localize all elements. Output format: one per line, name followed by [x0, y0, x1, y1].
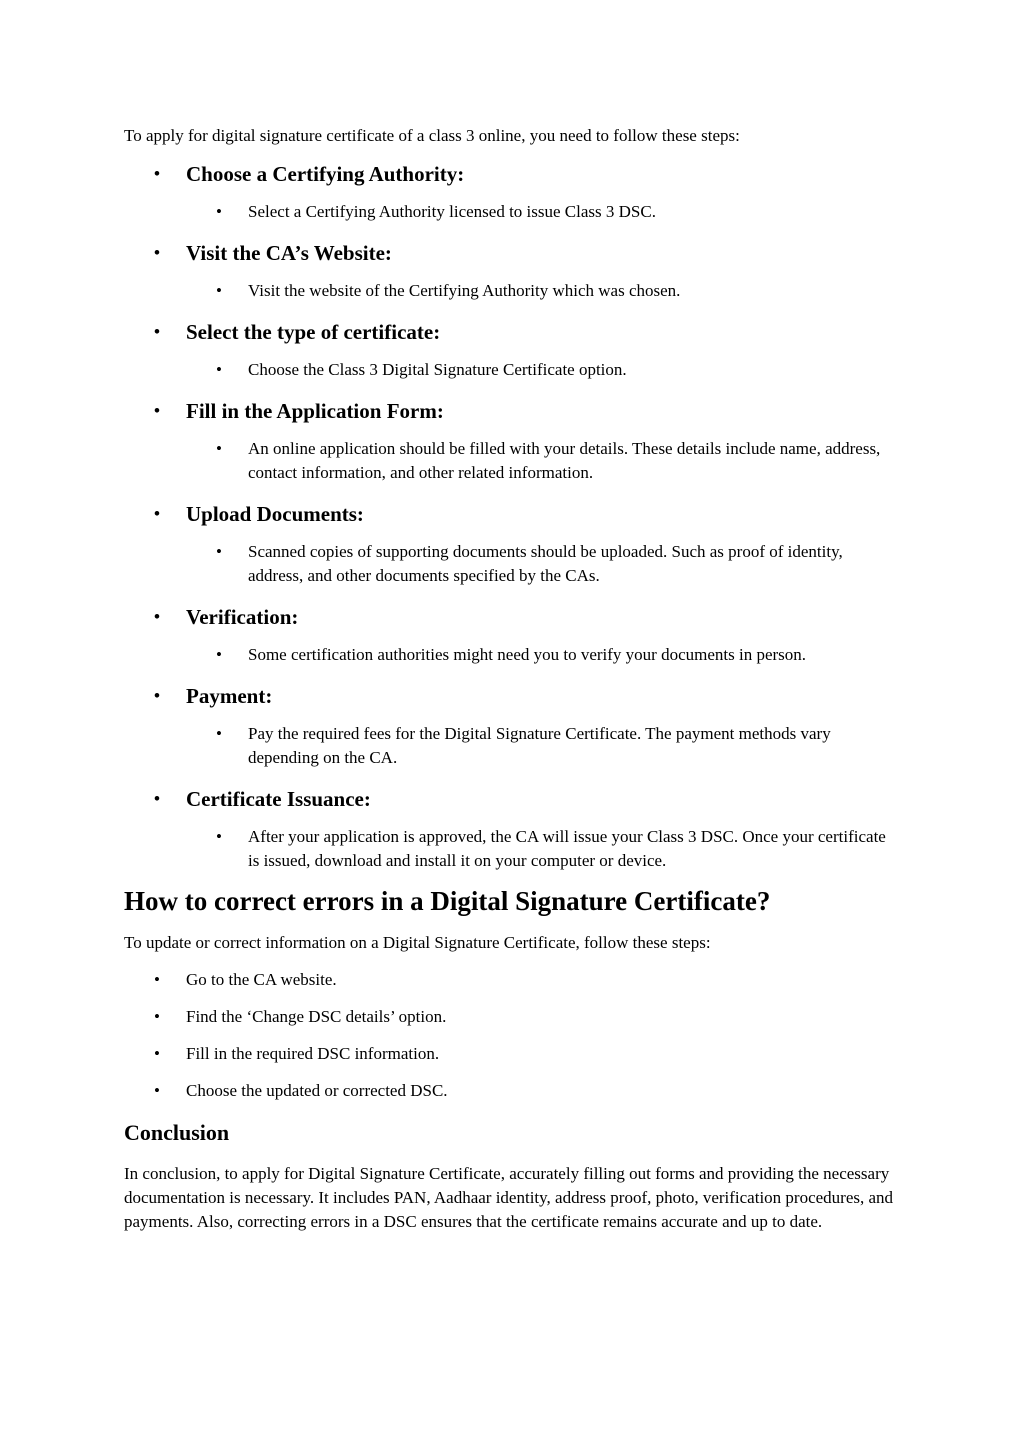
step-title-text: Fill in the Application Form: [186, 399, 444, 423]
step-title [124, 682, 904, 710]
list-item [124, 1079, 904, 1116]
step-description-text: Pay the required fees for the Digital Signature Certificate. The payment methods vary depending on the CA. [248, 724, 831, 767]
list-item-text: Fill in the required DSC information. [186, 1044, 440, 1063]
step-title-text: Certificate Issuance: [186, 787, 371, 811]
step-title [124, 239, 904, 267]
correct-errors-intro: To update or correct information on a Digital Signature Certificate, follow these steps: [124, 933, 711, 952]
step-title [124, 500, 904, 528]
step-description [124, 722, 888, 770]
bullet-icon: • [216, 281, 222, 300]
list-item [124, 1042, 904, 1079]
step-title [124, 318, 904, 346]
step-title-text: Select the type of certificate: [186, 320, 441, 344]
list-item-text: Go to the CA website. [186, 970, 337, 989]
step-description [124, 825, 888, 873]
application-steps-list [124, 160, 904, 873]
step-title-text: Verification: [186, 605, 299, 629]
correct-errors-heading: How to correct errors in a Digital Signature Certificate? [124, 886, 771, 916]
intro-paragraph: To apply for digital signature certificate of a class 3 online, you need to follow these steps: [124, 126, 740, 145]
bullet-icon: • [216, 439, 222, 458]
bullet-icon: • [154, 164, 160, 183]
step-description [124, 437, 888, 485]
step-description [124, 279, 888, 303]
list-item [124, 968, 904, 1005]
step-description-text: Choose the Class 3 Digital Signature Certificate option. [248, 360, 627, 379]
step-description [124, 358, 888, 382]
bullet-icon: • [154, 401, 160, 420]
bullet-icon: • [154, 686, 160, 705]
step-item [124, 785, 904, 873]
bullet-icon: • [154, 322, 160, 341]
conclusion-paragraph: In conclusion, to apply for Digital Signature Certificate, accurately filling out forms and providing the necessary documentation is necessary. It includes PAN, Aadhaar identity, address proof, photo, verification procedures, and payments. Also, correcting errors in a DSC ensures that the certificate remains accurate and up to date. [124, 1164, 894, 1231]
step-item [124, 397, 904, 485]
step-title [124, 785, 904, 813]
step-description-text: Visit the website of the Certifying Authority which was chosen. [248, 281, 681, 300]
bullet-icon: • [154, 243, 160, 262]
step-item [124, 160, 904, 224]
step-description-text: Select a Certifying Authority licensed to issue Class 3 DSC. [248, 202, 656, 221]
bullet-icon: • [216, 360, 222, 379]
step-title-text: Choose a Certifying Authority: [186, 162, 465, 186]
correct-errors-list [124, 968, 904, 1116]
step-item [124, 318, 904, 382]
bullet-icon: • [216, 542, 222, 561]
bullet-icon: • [216, 827, 222, 846]
step-description-text: Scanned copies of supporting documents should be uploaded. Such as proof of identity, address, and other documents specified by the CAs. [248, 542, 843, 585]
step-description-text: An online application should be filled with your details. These details include name, address, contact information, and other related information. [248, 439, 881, 482]
bullet-icon: • [216, 645, 222, 664]
bullet-icon: • [154, 504, 160, 523]
step-item [124, 603, 904, 667]
step-description-text: After your application is approved, the CA will issue your Class 3 DSC. Once your certificate is issued, download and install it on your computer or device. [248, 827, 886, 870]
step-description [124, 200, 888, 224]
step-description-text: Some certification authorities might need you to verify your documents in person. [248, 645, 807, 664]
list-item [124, 1005, 904, 1042]
step-title-text: Payment: [186, 684, 273, 708]
list-item-text: Find the ‘Change DSC details’ option. [186, 1007, 447, 1026]
step-title-text: Upload Documents: [186, 502, 364, 526]
step-item [124, 682, 904, 770]
bullet-icon: • [154, 1007, 160, 1026]
step-description [124, 643, 888, 667]
bullet-icon: • [154, 1044, 160, 1063]
step-description [124, 540, 888, 588]
list-item-text: Choose the updated or corrected DSC. [186, 1081, 448, 1100]
bullet-icon: • [216, 724, 222, 743]
bullet-icon: • [154, 1081, 160, 1100]
bullet-icon: • [154, 789, 160, 808]
step-title [124, 160, 904, 188]
step-title [124, 603, 904, 631]
bullet-icon: • [154, 607, 160, 626]
conclusion-heading: Conclusion [124, 1120, 230, 1145]
step-item [124, 500, 904, 588]
bullet-icon: • [216, 202, 222, 221]
step-title-text: Visit the CA’s Website: [186, 241, 392, 265]
bullet-icon: • [154, 970, 160, 989]
step-item [124, 239, 904, 303]
step-title [124, 397, 904, 425]
